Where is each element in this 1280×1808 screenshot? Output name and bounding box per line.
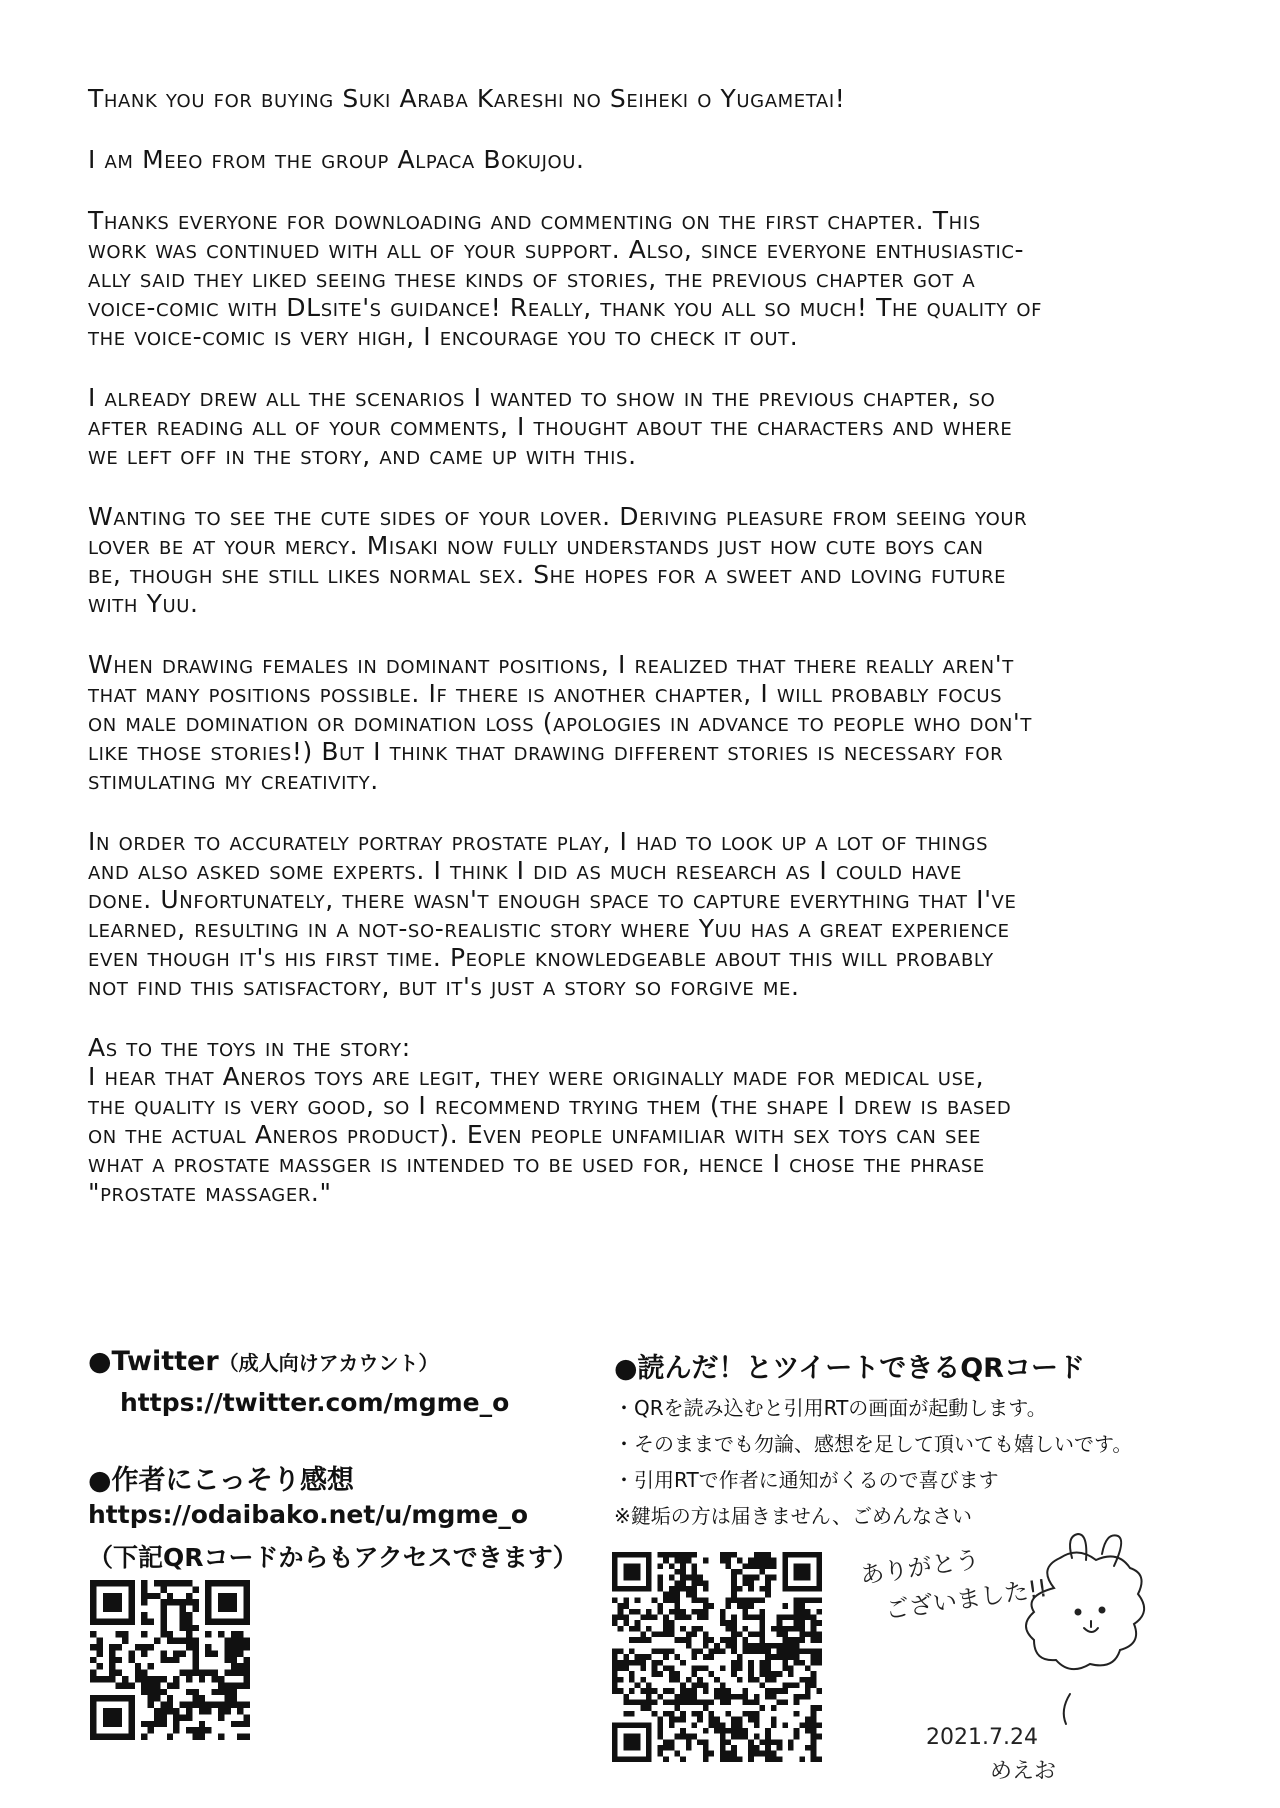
signature-date: 2021.7.24	[926, 1725, 1038, 1750]
paragraph-scenarios: I already drew all the scenarios I wanted to show in the previous chapter, so after reading all of your comments, I thought about the characters and where we left off in the story, and came up with this.	[88, 383, 1013, 470]
paragraph-research: In order to accurately portray prostate play, I had to look up a lot of things and also asked some experts. I think I did as much research as I could have done. Unfortunately, there wasn't enough space to capture everything that I've learned, resulting in a not-so-realistic story where Yuu has a great experience even though it's his first time. People knowledgeable about this will probably not find this satisfactory, but it's just a story so forgive me.	[88, 827, 1017, 1001]
feedback-qr-code[interactable]	[90, 1580, 250, 1740]
paragraph-intro: I am Meeo from the group Alpaca Bokujou.	[88, 145, 585, 174]
qr-tweet-heading: ●読んだ！とツイートできるQRコード	[614, 1353, 1085, 1384]
feedback-heading: ●作者にこっそり感想	[88, 1465, 355, 1496]
thanks-line-2: ございました!!	[883, 1574, 1050, 1625]
qr-bullet-4: ※鍵垢の方は届きません、ごめんなさい	[614, 1504, 972, 1528]
signature-author: めえお	[990, 1759, 1057, 1784]
handwritten-thanks	[840, 1528, 1170, 1788]
twitter-heading: ●Twitter	[88, 1346, 219, 1377]
tweet-qr-code[interactable]	[612, 1552, 822, 1762]
paragraph-lover: Wanting to see the cute sides of your lover. Deriving pleasure from seeing your lover be at your mercy. Misaki now fully understands just how cute boys can be, though she still likes normal sex. She hopes for a sweet and loving future with Yuu.	[88, 502, 1028, 618]
twitter-note: （成人向けアカウント）	[218, 1351, 439, 1375]
afterword-text	[88, 84, 1208, 1239]
feedback-url[interactable]: https://odaibako.net/u/mgme_o	[88, 1500, 529, 1529]
paragraph-thanks: Thank you for buying Suki Araba Kareshi no Seiheki o Yugametai!	[88, 84, 846, 113]
twitter-heading-row	[88, 1346, 438, 1377]
paragraph-toys: As to the toys in the story: I hear that Aneros toys are legit, they were originally made for medical use, the quality is very good, so I recommend trying them (the shape I drew is based on the actual Aneros product). Even people unfamiliar with sex toys can see what a prostate massger is intended to be used for, hence I chose the phrase "prostate massager."	[88, 1033, 1012, 1207]
qr-bullet-1: ・QRを読み込むと引用RTの画面が起動します。	[614, 1396, 1047, 1420]
alpaca-doodle-icon	[1026, 1534, 1144, 1724]
qr-bullet-3: ・引用RTで作者に通知がくるので喜びます	[614, 1468, 999, 1492]
thanks-line-1: ありがとう	[858, 1545, 982, 1590]
feedback-note: （下記QRコードからもアクセスできます）	[88, 1543, 578, 1572]
twitter-url[interactable]: https://twitter.com/mgme_o	[120, 1388, 510, 1417]
paragraph-support: Thanks everyone for downloading and commenting on the first chapter. This work was continued with all of your support. Also, since everyone enthusiastic- ally said they liked seeing these kinds of stories, the previous chapter got a voice-comic with DLsite's guidance! Really, thank you all so much! The quality of the voice-comic is very high, I encourage you to check it out.	[88, 206, 1043, 351]
paragraph-positions: When drawing females in dominant positions, I realized that there really aren't that many positions possible. If there is another chapter, I will probably focus on male domination or domination loss (apologies in advance to people who don't like those stories!) But I think that drawing different stories is necessary for stimulating my creativity.	[88, 650, 1032, 795]
qr-bullet-2: ・そのままでも勿論、感想を足して頂いても嬉しいです。	[614, 1432, 1133, 1456]
